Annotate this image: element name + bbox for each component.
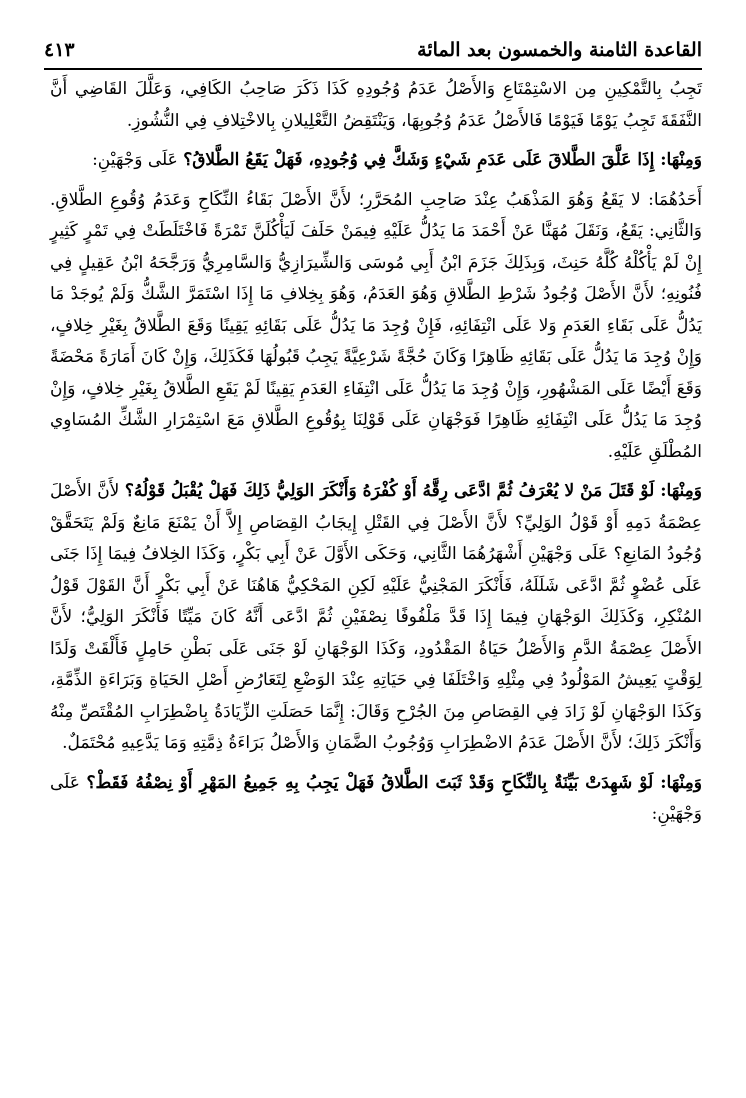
paragraph-lead: وَمِنْهَا: إِذَا عَلَّقَ الطَّلاقَ عَلَى عَدَمِ شَيْءٍ وَشَكَّ فِي وُجُودِهِ، فَهَلْ يَقَعُ الطَّلاقُ؟ xyxy=(183,150,702,170)
paragraph-text: أَحَدُهُمَا: لا يَقَعُ وَهُوَ المَذْهَبُ عِنْدَ صَاحِبِ المُحَرَّرِ؛ لأَنَّ الأَصْلَ بَقَاءُ النِّكَاحِ وَعَدَمُ وُقُوعِ الطَّلاقِ. وَالثَّانِي: يَقَعُ، وَنَقَلَ مُهَنَّا عَنْ أَحْمَدَ مَا يَدُلُّ عَلَيْهِ فِيمَنْ حَلَفَ لَيَأْكُلَنَّ تَمْرَةً فَاخْتَلَطَتْ فِي تَمْرٍ كَثِيرٍ إِنْ لَمْ يَأْكُلْهُ كُلَّهُ حَنِثَ، وَبِذَلِكَ جَزَمَ ابْنُ أَبِي مُوسَى وَالشِّيرَازِيُّ وَالسَّامِرِيُّ وَرَجَّحَهُ ابْنُ عَقِيلٍ فِي فُنُونِهِ؛ لأَنَّ الأَصْلَ وُجُودُ شَرْطِ الطَّلاقِ وَهُوَ العَدَمُ، وَهُوَ بِخِلافِ مَا إِذَا اسْتَمَرَّ الشَّكُّ وَلَمْ يُوجَدْ مَا يَدُلُّ عَلَى بَقَاءِ العَدَمِ وَلا عَلَى انْتِفَائِهِ، فَإِنْ وُجِدَ مَا يَدُلُّ عَلَى بَقَائِهِ يَقِينًا وَقَعَ الطَّلاقُ بِغَيْرِ خِلافٍ، وَإِنْ وُجِدَ مَا يَدُلُّ عَلَى بَقَائِهِ ظَاهِرًا وَكَانَ حُجَّةً شَرْعِيَّةً يَجِبُ قَبُولُهَا فَكَذَلِكَ، وَإِنْ كَانَ أَمَارَةً مَحْضَةً وَقَعَ أَيْضًا عَلَى المَشْهُورِ، وَإِنْ وُجِدَ مَا يَدُلُّ عَلَى انْتِفَاءِ العَدَمِ يَقِينًا لَمْ يَقَعِ الطَّلاقُ بِغَيْرِ خِلافٍ، وَإِنْ وُجِدَ مَا يَدُلُّ عَلَى انْتِفَائِهِ ظَاهِرًا فَوَجْهَانِ عَلَى قَوْلِنَا بِوُقُوعِ الطَّلاقِ مَعَ اسْتِمْرَارِ الشَّكِّ المُسَاوِي المُطْلَقِ عَلَيْهِ. xyxy=(50,189,702,462)
page-header xyxy=(44,36,702,70)
paragraph-text: تَجِبُ بِالتَّمْكِينِ مِن الاسْتِمْتَاعِ وَالأَصْلُ عَدَمُ وُجُودِهِ كَذَا ذَكَرَ صَاحِبُ الكَافِي، وَعَلَّلَ القَاضِي أَنَّ النَّفَقَةَ تَجِبُ يَوْمًا فَيَوْمًا فَالأَصْلُ عَدَمُ وُجُوبِهَا، وَيَنْتَقِضُ التَّعْلِيلانِ بِالاخْتِلافِ فِي النُّشُوزِ. xyxy=(50,79,702,131)
running-title: القاعدة الثامنة والخمسون بعد المائة xyxy=(417,39,702,61)
paragraph-text: عَلَى وَجْهَيْنِ: xyxy=(92,150,178,170)
paragraph-lead: وَمِنْهَا: لَوْ قَتَلَ مَنْ لا يُعْرَفُ ثُمَّ ادَّعَى رِقَّهُ أَوْ كُفْرَهُ وَأَنْكَرَ الوَلِيُّ ذَلِكَ فَهَلْ يُقْبَلُ قَوْلُهُ؟ xyxy=(124,481,702,501)
paragraph xyxy=(50,476,702,760)
paragraph-text: لأَنَّ الأَصْلَ عِصْمَةُ دَمِهِ أَوْ قَوْلُ الوَلِيِّ؟ لأَنَّ الأَصْلَ فِي القَتْلِ إِيجَابُ القِصَاصِ إِلاَّ أَنْ يَمْنَعَ مَانِعٌ وَلَمْ يَتَحَقَّقْ وُجُودُ المَانِعِ؟ عَلَى وَجْهَيْنِ أَشْهَرُهُمَا الثَّانِي، وَحَكَى الأَوَّلَ عَنْ أَبِي بَكْرٍ، وَكَذَا الخِلافُ فِيمَا إِذَا جَنَى عَلَى عُضْوٍ ثُمَّ ادَّعَى شَلَلَهُ، فَأَنْكَرَ المَجْنِيُّ عَلَيْهِ لَكِنِ المَحْكِيُّ هَاهُنَا عَنْ أَبِي بَكْرٍ أَنَّ القَوْلَ قَوْلُ المُنْكِرِ، وَكَذَلِكَ الوَجْهَانِ فِيمَا إِذَا قَدَّ مَلْفُوفًا نِصْفَيْنِ ثُمَّ ادَّعَى أَنَّهُ كَانَ مَيِّتًا فَأَنْكَرَ الوَلِيُّ؛ لأَنَّ الأَصْلَ عِصْمَةُ الدَّمِ وَالأَصْلُ حَيَاةُ المَقْدُودِ، وَكَذَا الوَجْهَانِ لَوْ جَنَى عَلَى بَطْنِ حَامِلٍ فَأَلْقَتْ وَلَدًا لِوَقْتٍ يَعِيشُ المَوْلُودُ فِي مِثْلِهِ وَاخْتَلَفَا فِي حَيَاتِهِ عِنْدَ الوَضْعِ لِتَعَارُضِ أَصْلِ الحَيَاةِ وَبَرَاءَةِ الذِّمَّةِ، وَكَذَا الوَجْهَانِ لَوْ زَادَ فِي القِصَاصِ مِنَ الجُرْحِ وَقَالَ: إِنَّمَا حَصَلَتِ الزِّيَادَةُ بِاضْطِرَابِ المُقْتَصِّ مِنْهُ وَأَنْكَرَ ذَلِكَ؛ لأَنَّ الأَصْلَ عَدَمُ الاضْطِرَابِ وَوُجُوبُ الضَّمَانِ وَالأَصْلُ بَرَاءَةُ ذِمَّتِهِ وَمَا يَدَّعِيهِ مُحْتَمَلٌ. xyxy=(50,481,702,753)
paragraph xyxy=(50,185,702,469)
paragraph xyxy=(50,74,702,137)
paragraph-text: عَلَى وَجْهَيْنِ: xyxy=(50,772,702,824)
paragraph xyxy=(50,145,702,177)
paragraph-lead: وَمِنْهَا: لَوْ شَهِدَتْ بَيِّنَةٌ بِالنِّكَاحِ وَقَدْ ثَبَتَ الطَّلاقُ فَهَلْ يَجِبُ بِهِ جَمِيعُ المَهْرِ أَوْ نِصْفُهُ فَقَطْ؟ xyxy=(86,772,702,793)
body-text xyxy=(50,74,702,839)
paragraph xyxy=(50,768,702,831)
page-number: ٤١٣ xyxy=(44,39,75,61)
